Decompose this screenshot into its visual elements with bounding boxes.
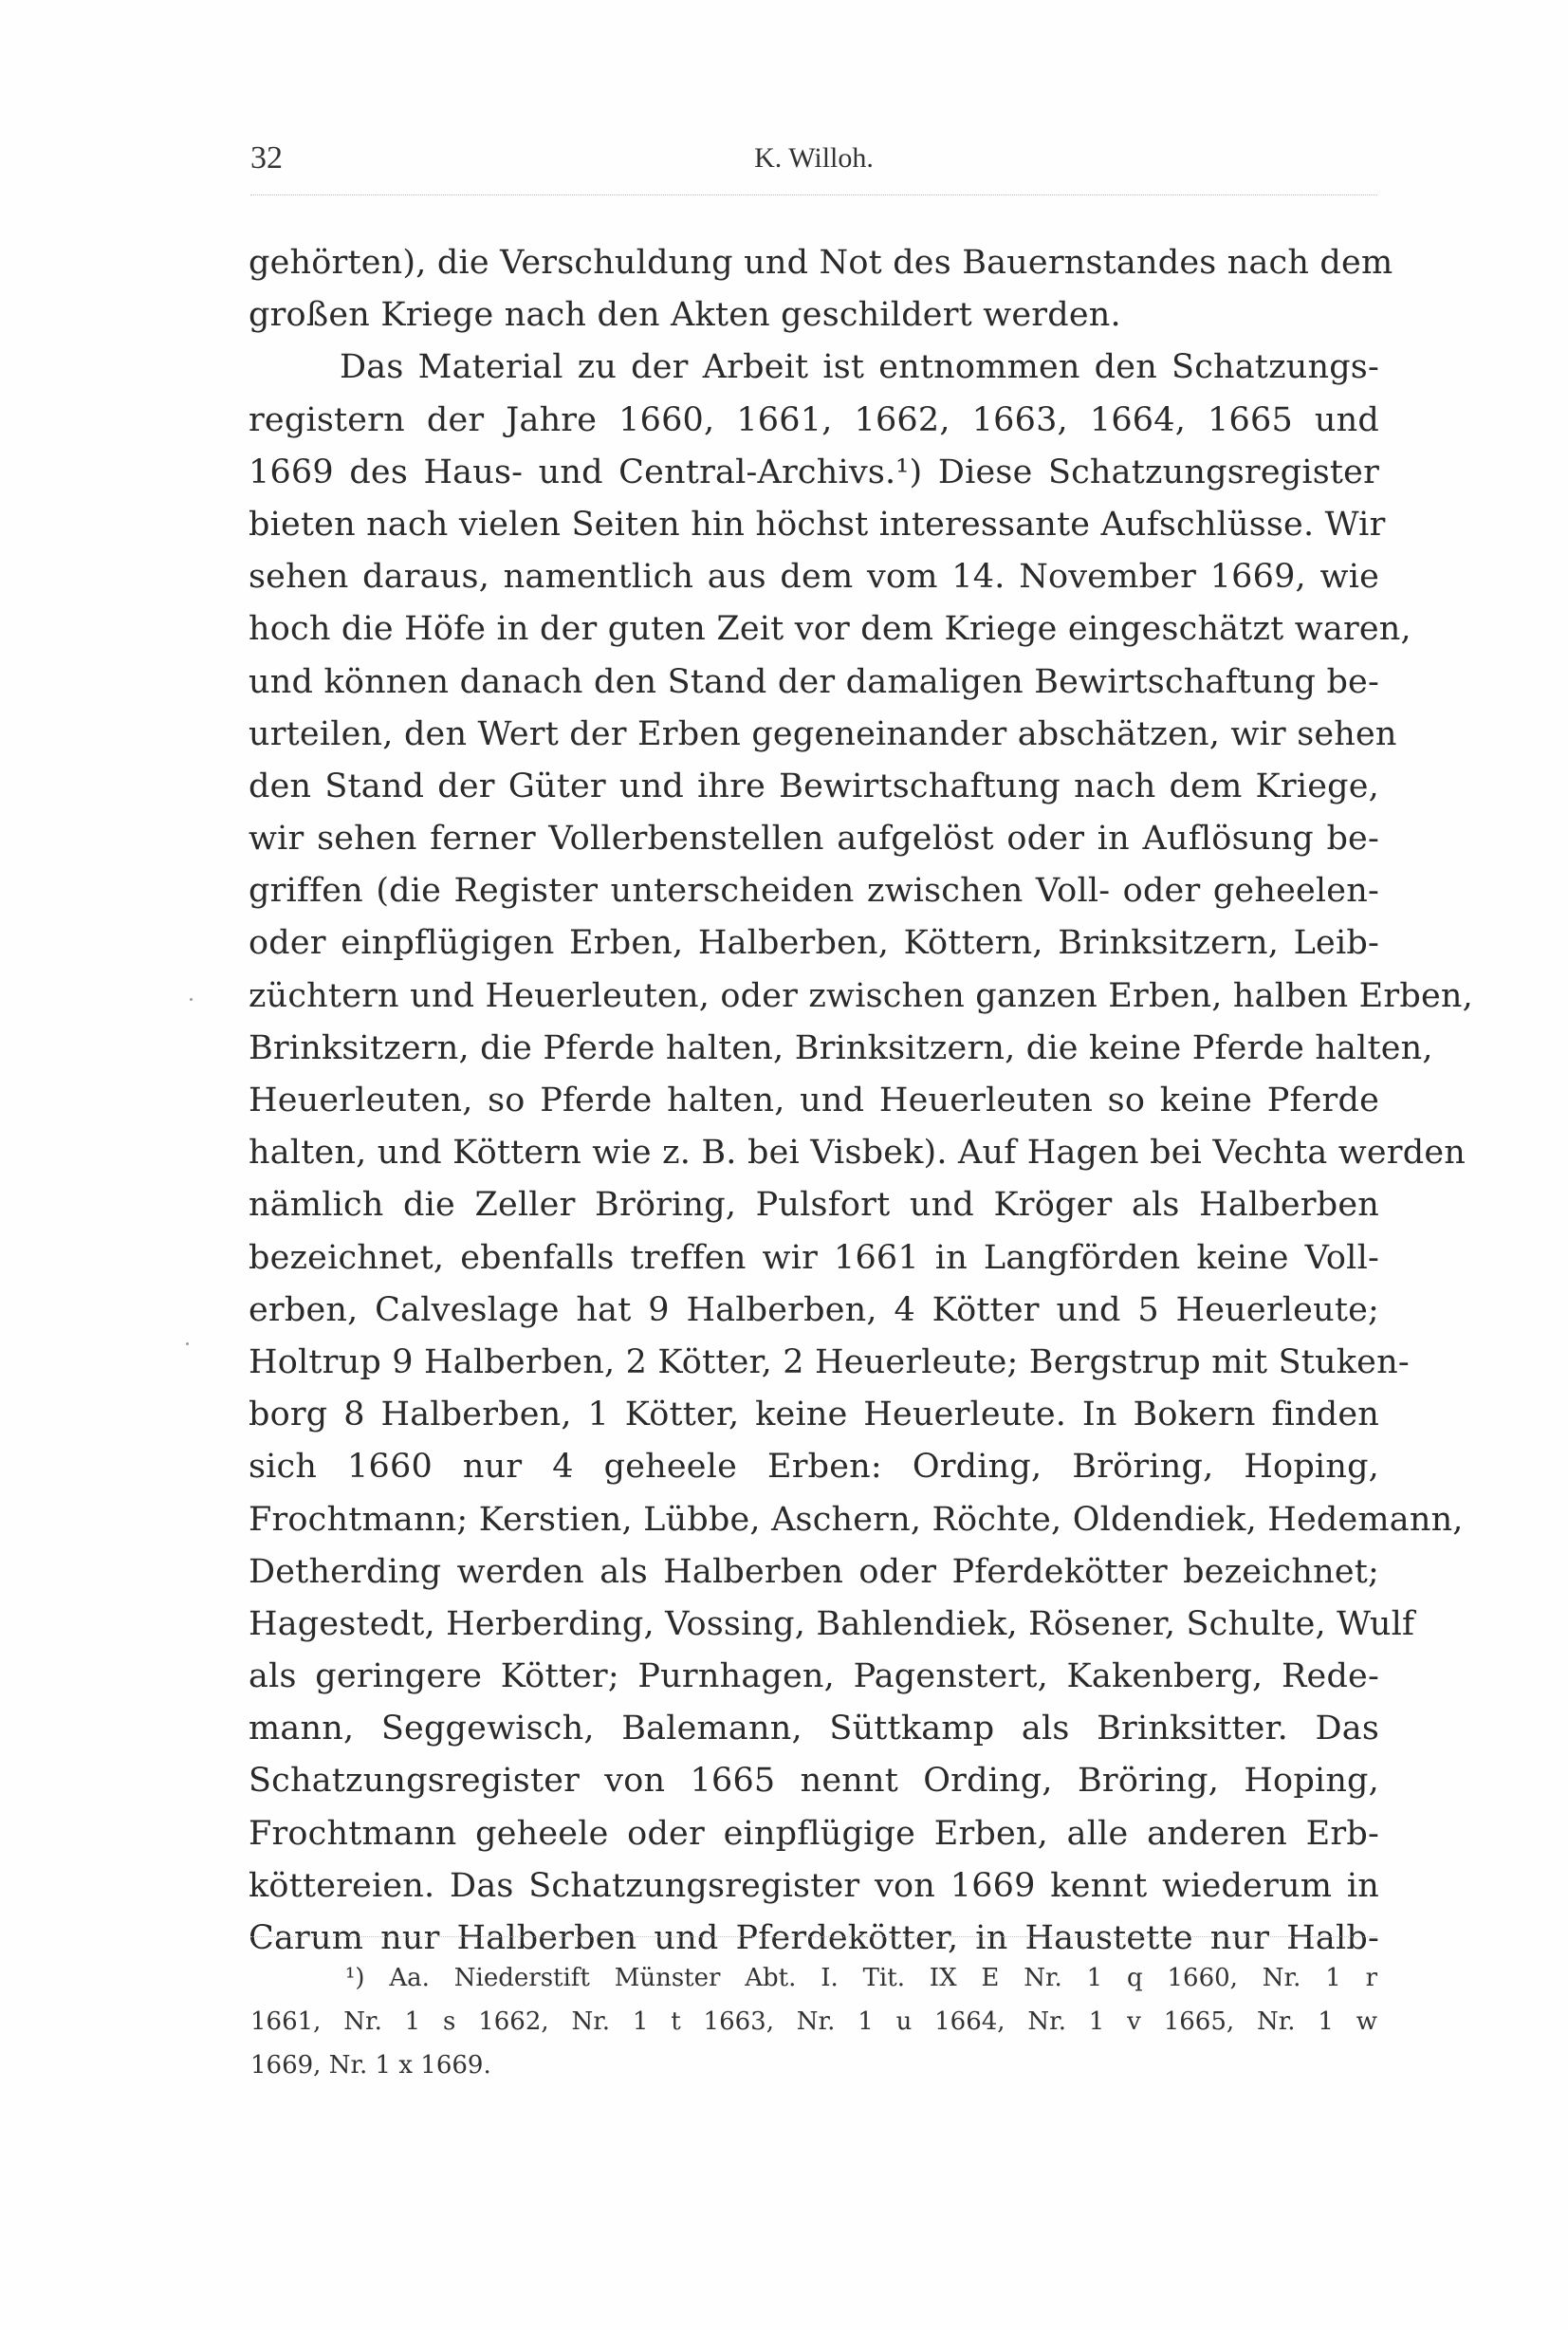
text-line: registern der Jahre 1660, 1661, 1662, 1663, 1664, 1665 und	[249, 400, 1379, 439]
text-line: Das Material zu der Arbeit ist entnommen den Schatzungs-	[340, 348, 1379, 387]
text-line: und können danach den Stand der damaligen Bewirtschaftung be-	[249, 662, 1379, 701]
text-line: Schatzungsregister von 1665 nennt Ording, Bröring, Hoping,	[249, 1762, 1379, 1801]
text-line: sehen daraus, namentlich aus dem vom 14. November 1669, wie	[249, 558, 1379, 597]
text-line: Heuerleuten, so Pferde halten, und Heuerleuten so keine Pferde	[249, 1082, 1379, 1119]
text-line: nämlich die Zeller Bröring, Pulsfort und Kröger als Halberben	[249, 1186, 1379, 1225]
text-line: borg 8 Halberben, 1 Kötter, keine Heuerleute. In Bokern finden	[249, 1396, 1379, 1434]
footnote-rule	[250, 1936, 1377, 1937]
text-line: den Stand der Güter und ihre Bewirtschaftung nach dem Kriege,	[249, 767, 1379, 805]
text-line: sich 1660 nur 4 geheele Erben: Ording, Bröring, Hoping,	[249, 1448, 1379, 1487]
text-line: Hagestedt, Herberding, Vossing, Bahlendiek, Rösener, Schulte, Wulf	[249, 1604, 1415, 1643]
page-number: 32	[250, 140, 283, 176]
paper-speck	[190, 998, 193, 1001]
text-line: großen Kriege nach den Akten geschildert werden.	[249, 296, 1121, 335]
header-rule	[250, 194, 1377, 195]
text-line: als geringere Kötter; Purnhagen, Pagenstert, Kakenberg, Rede-	[249, 1657, 1379, 1696]
text-line: oder einpflügigen Erben, Halberben, Köttern, Brinksitzern, Leib-	[249, 924, 1379, 963]
footnote-line: 1669, Nr. 1 x 1669.	[250, 2051, 491, 2080]
text-line: Detherding werden als Halberben oder Pferdekötter bezeichnet;	[249, 1552, 1379, 1591]
text-line: bezeichnet, ebenfalls treffen wir 1661 in Langförden keine Voll-	[249, 1238, 1379, 1277]
text-line: züchtern und Heuerleuten, oder zwischen ganzen Erben, halben Erben,	[249, 976, 1473, 1015]
text-line: bieten nach vielen Seiten hin höchst interessante Aufschlüsse. Wir	[249, 505, 1386, 544]
text-line: hoch die Höfe in der guten Zeit vor dem Kriege eingeschätzt waren,	[249, 610, 1411, 649]
paper-speck	[186, 1342, 189, 1345]
text-line: Brinksitzern, die Pferde halten, Brinksitzern, die keine Pferde halten,	[249, 1028, 1433, 1067]
text-line: gehörten), die Verschuldung und Not des Bauernstandes nach dem	[249, 244, 1393, 282]
text-line: Holtrup 9 Halberben, 2 Kötter, 2 Heuerleute; Bergstrup mit Stuken-	[249, 1342, 1410, 1381]
body-text	[249, 237, 1473, 1965]
footnote-line: ¹) Aa. Niederstift Münster Abt. I. Tit. IX E Nr. 1 q 1660, Nr. 1 r	[345, 1964, 1377, 1992]
running-head	[250, 140, 1377, 188]
text-line: Frochtmann geheele oder einpflügige Erben, alle anderen Erb-	[249, 1814, 1379, 1853]
text-line: griffen (die Register unterscheiden zwischen Voll- oder geheelen-	[249, 872, 1379, 911]
text-line: erben, Calveslage hat 9 Halberben, 4 Kötter und 5 Heuerleute;	[249, 1290, 1379, 1329]
text-line: urteilen, den Wert der Erben gegeneinander abschätzen, wir sehen	[249, 714, 1397, 753]
running-title: K. Willoh.	[754, 142, 874, 174]
text-line: 1669 des Haus- und Central-Archivs.¹) Diese Schatzungsregister	[249, 453, 1379, 491]
text-line: Frochtmann; Kerstien, Lübbe, Aschern, Röchte, Oldendiek, Hedemann,	[249, 1500, 1464, 1539]
text-line: mann, Seggewisch, Balemann, Süttkamp als Brinksitter. Das	[249, 1710, 1379, 1748]
text-line: halten, und Köttern wie z. B. bei Visbek). Auf Hagen bei Vechta werden	[249, 1134, 1466, 1173]
footnotes	[250, 1956, 1377, 2087]
text-line: köttereien. Das Schatzungsregister von 1669 kennt wiederum in	[249, 1866, 1379, 1905]
text-line: wir sehen ferner Vollerbenstellen aufgelöst oder in Auflösung be-	[249, 820, 1379, 859]
text-line: Carum nur Halberben und Pferdekötter, in Haustette nur Halb-	[249, 1919, 1379, 1957]
footnote-line: 1661, Nr. 1 s 1662, Nr. 1 t 1663, Nr. 1 u 1664, Nr. 1 v 1665, Nr. 1 w	[250, 2007, 1377, 2036]
